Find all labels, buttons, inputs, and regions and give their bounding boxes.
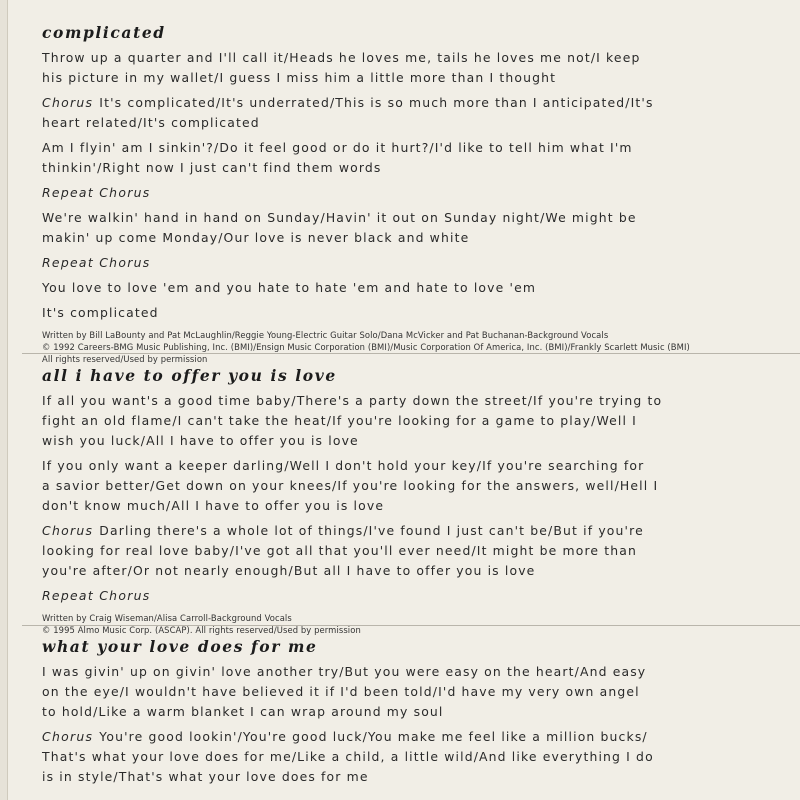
lyric-text: Darling there's a whole lot of things/I've found I just can't be/But if you're bbox=[99, 523, 644, 538]
lyric-text: heart related/It's complicated bbox=[42, 115, 260, 130]
lyric-line bbox=[42, 702, 787, 722]
lyric-text: If all you want's a good time baby/There's a party down the street/If you're trying to bbox=[42, 393, 663, 408]
song-section bbox=[42, 367, 787, 636]
lyric-line bbox=[42, 93, 787, 113]
lyric-line bbox=[42, 68, 787, 88]
chorus-label: Chorus bbox=[42, 95, 94, 110]
lyric-paragraph bbox=[42, 521, 787, 581]
lyric-paragraph bbox=[42, 48, 787, 88]
lyric-text: looking for real love baby/I've got all that you'll ever need/It might be more than bbox=[42, 543, 638, 558]
lyric-line bbox=[42, 747, 787, 767]
song-title: what your love does for me bbox=[42, 637, 318, 656]
lyric-line bbox=[42, 541, 787, 561]
lyric-paragraph bbox=[42, 208, 787, 248]
lyric-line bbox=[42, 208, 787, 228]
repeat-chorus: Repeat Chorus bbox=[42, 255, 151, 270]
song-section bbox=[42, 638, 787, 792]
lyric-text: fight an old flame/I can't take the heat/If you're looking for a game to play/Well I bbox=[42, 413, 637, 428]
lyric-paragraph bbox=[42, 93, 787, 133]
lyric-text: is in style/That's what your love does for me bbox=[42, 769, 369, 784]
lyric-text: I was givin' up on givin' love another try/But you were easy on the heart/And easy bbox=[42, 664, 647, 679]
lyric-line bbox=[42, 561, 787, 581]
lyric-text: If you only want a keeper darling/Well I don't hold your key/If you're searching for bbox=[42, 458, 645, 473]
lyric-text: on the eye/I wouldn't have believed it if I'd been told/I'd have my very own angel bbox=[42, 684, 640, 699]
lyric-text: to hold/Like a warm blanket I can wrap around my soul bbox=[42, 704, 444, 719]
lyric-line bbox=[42, 303, 787, 323]
repeat-chorus: Repeat Chorus bbox=[42, 588, 151, 603]
lyric-text: you're after/Or not nearly enough/But all I have to offer you is love bbox=[42, 563, 536, 578]
lyric-paragraph bbox=[42, 662, 787, 722]
lyric-line bbox=[42, 496, 787, 516]
credits bbox=[42, 612, 787, 636]
lyric-line bbox=[42, 727, 787, 747]
lyric-text: It's complicated bbox=[42, 305, 159, 320]
lyric-paragraph bbox=[42, 138, 787, 178]
lyric-line bbox=[42, 456, 787, 476]
lyric-line bbox=[42, 278, 787, 298]
lyric-paragraph bbox=[42, 456, 787, 516]
lyric-line bbox=[42, 391, 787, 411]
credit-line: Written by Craig Wiseman/Alisa Carroll-Background Vocals bbox=[42, 613, 292, 623]
lyric-paragraph bbox=[42, 278, 787, 298]
lyric-text: a savior better/Get down on your knees/If you're looking for the answers, well/Hell I bbox=[42, 478, 659, 493]
chorus-label: Chorus bbox=[42, 729, 94, 744]
lyric-line bbox=[42, 682, 787, 702]
lyric-line bbox=[42, 476, 787, 496]
lyric-text: his picture in my wallet/I guess I miss him a little more than I thought bbox=[42, 70, 557, 85]
lyric-text: don't know much/All I have to offer you is love bbox=[42, 498, 385, 513]
lyric-text: It's complicated/It's underrated/This is so much more than I anticipated/It's bbox=[99, 95, 654, 110]
lyric-text: Throw up a quarter and I'll call it/Heads he loves me, tails he loves me not/I keep bbox=[42, 50, 641, 65]
song-title: all i have to offer you is love bbox=[42, 366, 337, 385]
lyric-line bbox=[42, 228, 787, 248]
lyric-line bbox=[42, 662, 787, 682]
lyric-text: Am I flyin' am I sinkin'?/Do it feel good or do it hurt?/I'd like to tell him what I'm bbox=[42, 140, 633, 155]
repeat-chorus: Repeat Chorus bbox=[42, 185, 151, 200]
song-title: complicated bbox=[42, 23, 166, 42]
lyric-line bbox=[42, 411, 787, 431]
lyric-paragraph bbox=[42, 727, 787, 787]
lyric-text: We're walkin' hand in hand on Sunday/Havin' it out on Sunday night/We might be bbox=[42, 210, 637, 225]
credits bbox=[42, 329, 787, 365]
credit-line: Written by Bill LaBounty and Pat McLaughlin/Reggie Young-Electric Guitar Solo/Dana McVicker and Pat Buchanan-Background Vocals bbox=[42, 330, 609, 340]
lyric-text: You love to love 'em and you hate to hate 'em and hate to love 'em bbox=[42, 280, 537, 295]
lyric-line bbox=[42, 138, 787, 158]
lyric-text: makin' up come Monday/Our love is never black and white bbox=[42, 230, 470, 245]
lyric-line bbox=[42, 521, 787, 541]
lyric-text: thinkin'/Right now I just can't find them words bbox=[42, 160, 382, 175]
lyric-paragraph bbox=[42, 391, 787, 451]
credit-line: © 1992 Careers-BMG Music Publishing, Inc. (BMI)/Ensign Music Corporation (BMI)/Music Corporation Of America, Inc. (BMI)/Frankly Scarlett Music (BMI) bbox=[42, 342, 690, 352]
lyric-line bbox=[42, 113, 787, 133]
chorus-label: Chorus bbox=[42, 523, 94, 538]
lyric-line bbox=[42, 431, 787, 451]
lyric-text: You're good lookin'/You're good luck/You make me feel like a million bucks/ bbox=[99, 729, 648, 744]
lyric-text: wish you luck/All I have to offer you is love bbox=[42, 433, 359, 448]
lyric-text: That's what your love does for me/Like a child, a little wild/And like everything I do bbox=[42, 749, 654, 764]
page-edge bbox=[0, 0, 8, 800]
credit-line: © 1995 Almo Music Corp. (ASCAP). All rights reserved/Used by permission bbox=[42, 625, 361, 635]
lyric-line bbox=[42, 767, 787, 787]
lyric-paragraph bbox=[42, 303, 787, 323]
credit-line: All rights reserved/Used by permission bbox=[42, 354, 208, 364]
lyric-line bbox=[42, 48, 787, 68]
lyric-line bbox=[42, 158, 787, 178]
song-section bbox=[42, 24, 787, 365]
